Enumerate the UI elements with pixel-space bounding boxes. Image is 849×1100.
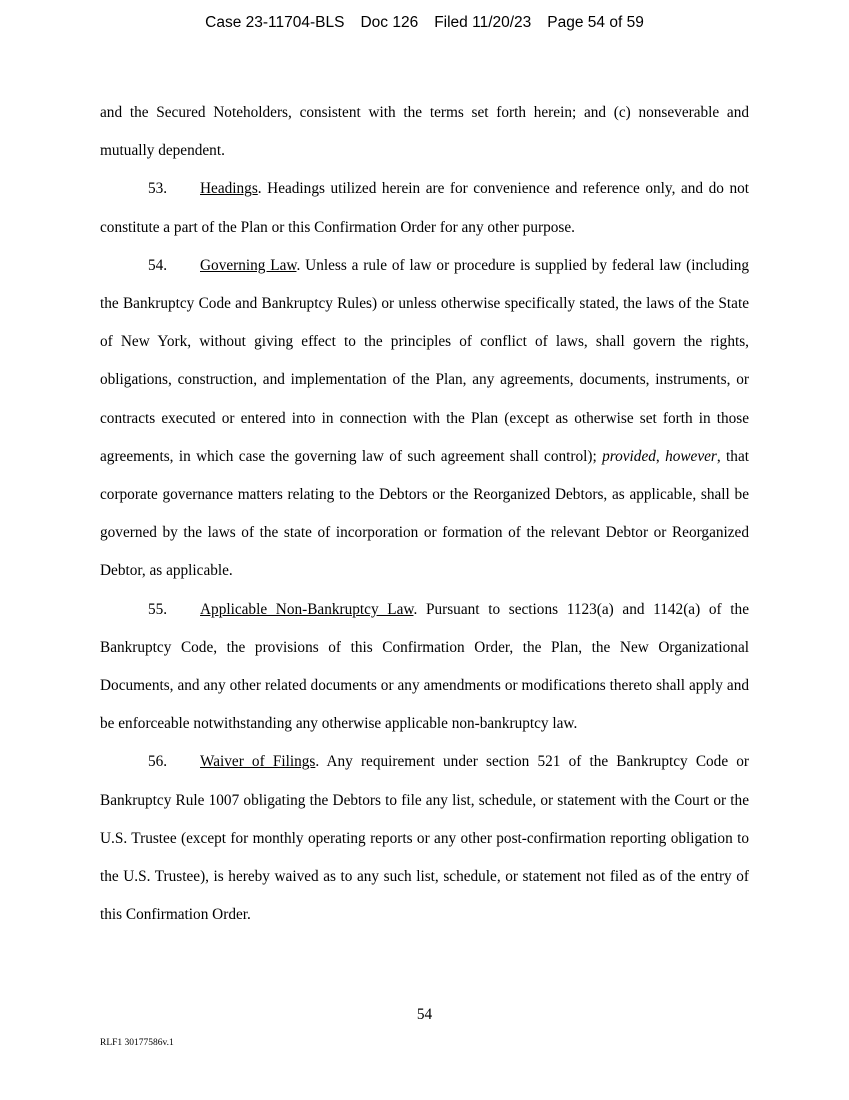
case-header <box>0 14 849 32</box>
continuation-paragraph: and the Secured Noteholders, consistent with the terms set forth herein; and (c) nonseverable and mutually dependent. <box>100 104 749 160</box>
section-heading: Headings <box>200 180 258 198</box>
paragraph-number: 54. <box>148 256 168 274</box>
paragraph-56 <box>100 743 749 934</box>
doc-number: Doc 126 <box>360 14 419 31</box>
section-heading: Waiver of Filings <box>200 753 316 771</box>
document-id: RLF1 30177586v.1 <box>100 1038 174 1048</box>
paragraph-text: . Any requirement under section 521 of the Bankruptcy Code or Bankruptcy Rule 1007 obligating the Debtors to file any list, schedule, or statement with the Court or the U.S. Trustee (except for monthly operating reports or any other post-confirmation reporting obligation to the U.S. Trustee), is hereby waived as to any such list, schedule, or statement not filed as of the entry of this Confirmation Order. <box>100 753 749 924</box>
page-of-total: Page 54 of 59 <box>547 14 644 31</box>
paragraph-number: 56. <box>148 753 168 771</box>
paragraph-55 <box>100 591 749 744</box>
case-number: Case 23-11704-BLS <box>205 14 345 31</box>
section-heading: Applicable Non-Bankruptcy Law <box>200 600 414 618</box>
paragraph-text: . Unless a rule of law or procedure is supplied by federal law (including the Bankruptcy Code and Bankruptcy Rules) or unless otherwise specifically stated, the laws of the State of New York, without giving effect to the principles of conflict of laws, shall govern the rights, obligations, construction, and implementation of the Plan, any agreements, documents, instruments, or contracts executed or entered into in connection with the Plan (except as otherwise set forth in those agreements, in which case the governing law of such agreement shall control); <box>100 256 749 465</box>
italic-provided: provided <box>602 447 656 465</box>
document-body <box>100 94 749 934</box>
paragraph-text: . Headings utilized herein are for convenience and reference only, and do not constitute a part of the Plan or this Confirmation Order for any other purpose. <box>100 180 749 236</box>
paragraph-number: 53. <box>148 180 168 198</box>
paragraph-54 <box>100 247 749 591</box>
paragraph-text: , <box>655 447 666 465</box>
filed-date: Filed 11/20/23 <box>434 14 532 31</box>
paragraph-text: , that corporate governance matters relating to the Debtors or the Reorganized Debtors, as applicable, shall be governed by the laws of the state of incorporation or formation of the relevant Debtor or Reorganized Debtor, as applicable. <box>100 447 749 580</box>
section-heading: Governing Law <box>200 256 297 274</box>
paragraph-text: . Pursuant to sections 1123(a) and 1142(a) of the Bankruptcy Code, the provisions of this Confirmation Order, the Plan, the New Organizational Documents, and any other related documents or any amendments or modifications thereto shall apply and be enforceable notwithstanding any otherwise applicable non-bankruptcy law. <box>100 600 749 733</box>
paragraph-number: 55. <box>148 600 168 618</box>
paragraph-53 <box>100 170 749 246</box>
page-number: 54 <box>416 1006 433 1023</box>
italic-however: however <box>665 447 717 465</box>
